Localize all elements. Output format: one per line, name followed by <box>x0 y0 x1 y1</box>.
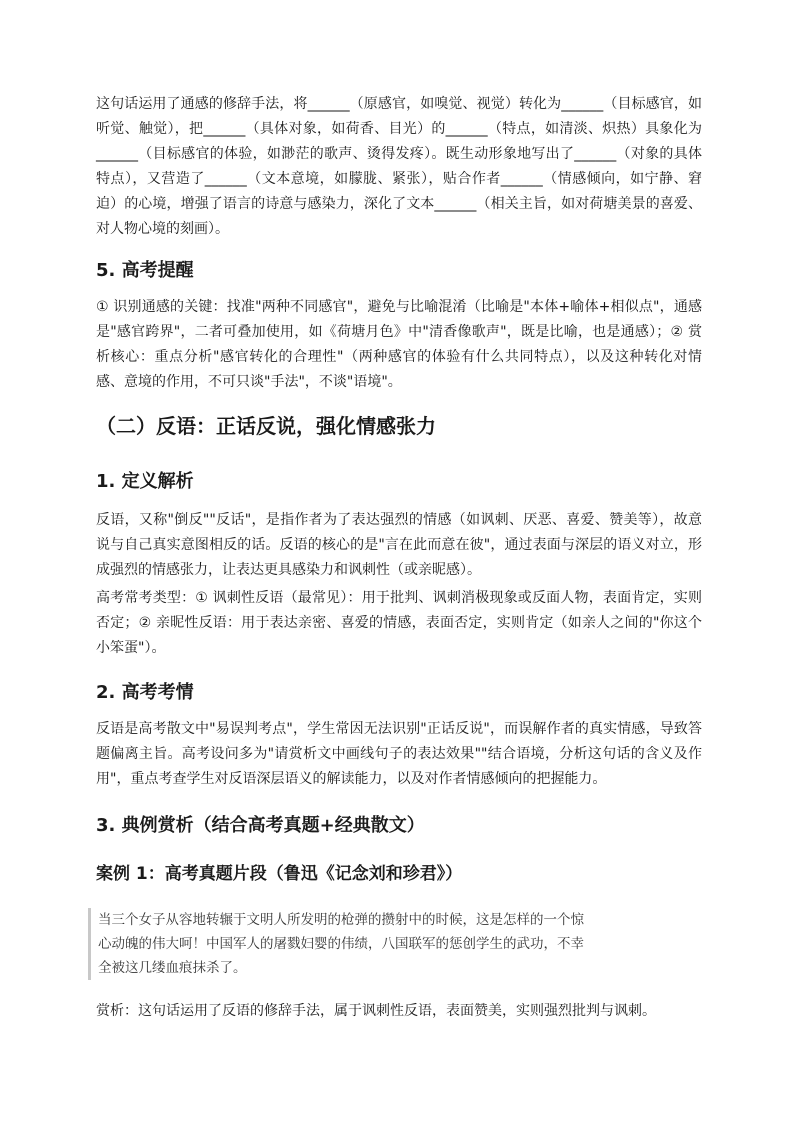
blockquote <box>88 908 658 980</box>
definition-heading: 1. 定义解析 <box>96 471 194 492</box>
case-1 <box>96 861 702 887</box>
definition-section <box>96 469 702 495</box>
quote-line: 心动魄的伟大呵！中国军人的屠戮妇婴的伟绩，八国联军的惩创学生的武功，不幸 <box>98 936 584 952</box>
quote-line: 全被这几缕血痕抹杀了。 <box>98 960 247 976</box>
section-5 <box>96 258 702 284</box>
exam-info-heading: 2. 高考考情 <box>96 682 194 703</box>
case-1-heading: 案例 1：高考真题片段（鲁迅《记念刘和珍君》） <box>96 864 463 884</box>
case-1-analysis: 赏析：这句话运用了反语的修辞手法，属于讽刺性反语，表面赞美，实则强烈批判与讽刺。 <box>96 1003 656 1019</box>
definition-body-1: 反语，又称"倒反""反话"，是指作者为了表达强烈的情感（如讽刺、厌恶、喜爱、赞美等），故意说与自己真实意图相反的话。反语的核心的是"言在此而意在彼"，通过表面与深层的语义对立，形成强烈的情感张力，让表达更具感染力和讽刺性（或亲昵感）。 <box>96 512 702 578</box>
examples-section <box>96 813 702 839</box>
quote-line: 当三个女子从容地转辗于文明人所发明的枪弹的攒射中的时候，这是怎样的一个惊 <box>98 912 584 928</box>
definition-body-2: 高考常考类型：① 讽刺性反语（最常见）：用于批判、讽刺消极现象或反面人物，表面肯定，实则否定；② 亲昵性反语：用于表达亲密、喜爱的情感，表面否定，实则肯定（如亲人之间的"你这个小笨蛋"）。 <box>96 590 702 656</box>
part-2 <box>96 412 702 440</box>
intro-paragraph: 这句话运用了通感的修辞手法，将______（原感官，如嗅觉、视觉）转化为______（目标感官，如听觉、触觉），把______（具体对象，如荷香、目光）的______（特点，如清淡、炽热）具象化为______（目标感官的体验，如渺茫的歌声、烫得发疼）。既生动形象地写出了______（对象的具体特点），又营造了______（文本意境，如朦胧、紧张），贴合作者______（情感倾向，如宁静、窘迫）的心境，增强了语言的诗意与感染力，深化了文本______（相关主旨，如对荷塘美景的喜爱、对人物心境的刻画）。 <box>96 96 702 237</box>
examples-heading: 3. 典例赏析（结合高考真题+经典散文） <box>96 815 425 836</box>
section-5-heading: 5. 高考提醒 <box>96 260 194 281</box>
exam-info-section <box>96 680 702 706</box>
section-5-body: ① 识别通感的关键：找准"两种不同感官"，避免与比喻混淆（比喻是"本体+喻体+相似点"，通感是"感官跨界"，二者可叠加使用，如《荷塘月色》中"清香像歌声"，既是比喻，也是通感）；② 赏析核心：重点分析"感官转化的合理性"（两种感官的体验有什么共同特点），以及这种转化对情感、意境的作用，不可只谈"手法"，不谈"语境"。 <box>96 299 702 390</box>
exam-info-body: 反语是高考散文中"易误判考点"，学生常因无法识别"正话反说"，而误解作者的真实情感，导致答题偏离主旨。高考设问多为"请赏析文中画线句子的表达效果""结合语境，分析这句话的含义及作用"，重点考查学生对反语深层语义的解读能力，以及对作者情感倾向的把握能力。 <box>96 721 702 787</box>
part-2-heading: （二）反语：正话反说，强化情感张力 <box>96 414 436 438</box>
